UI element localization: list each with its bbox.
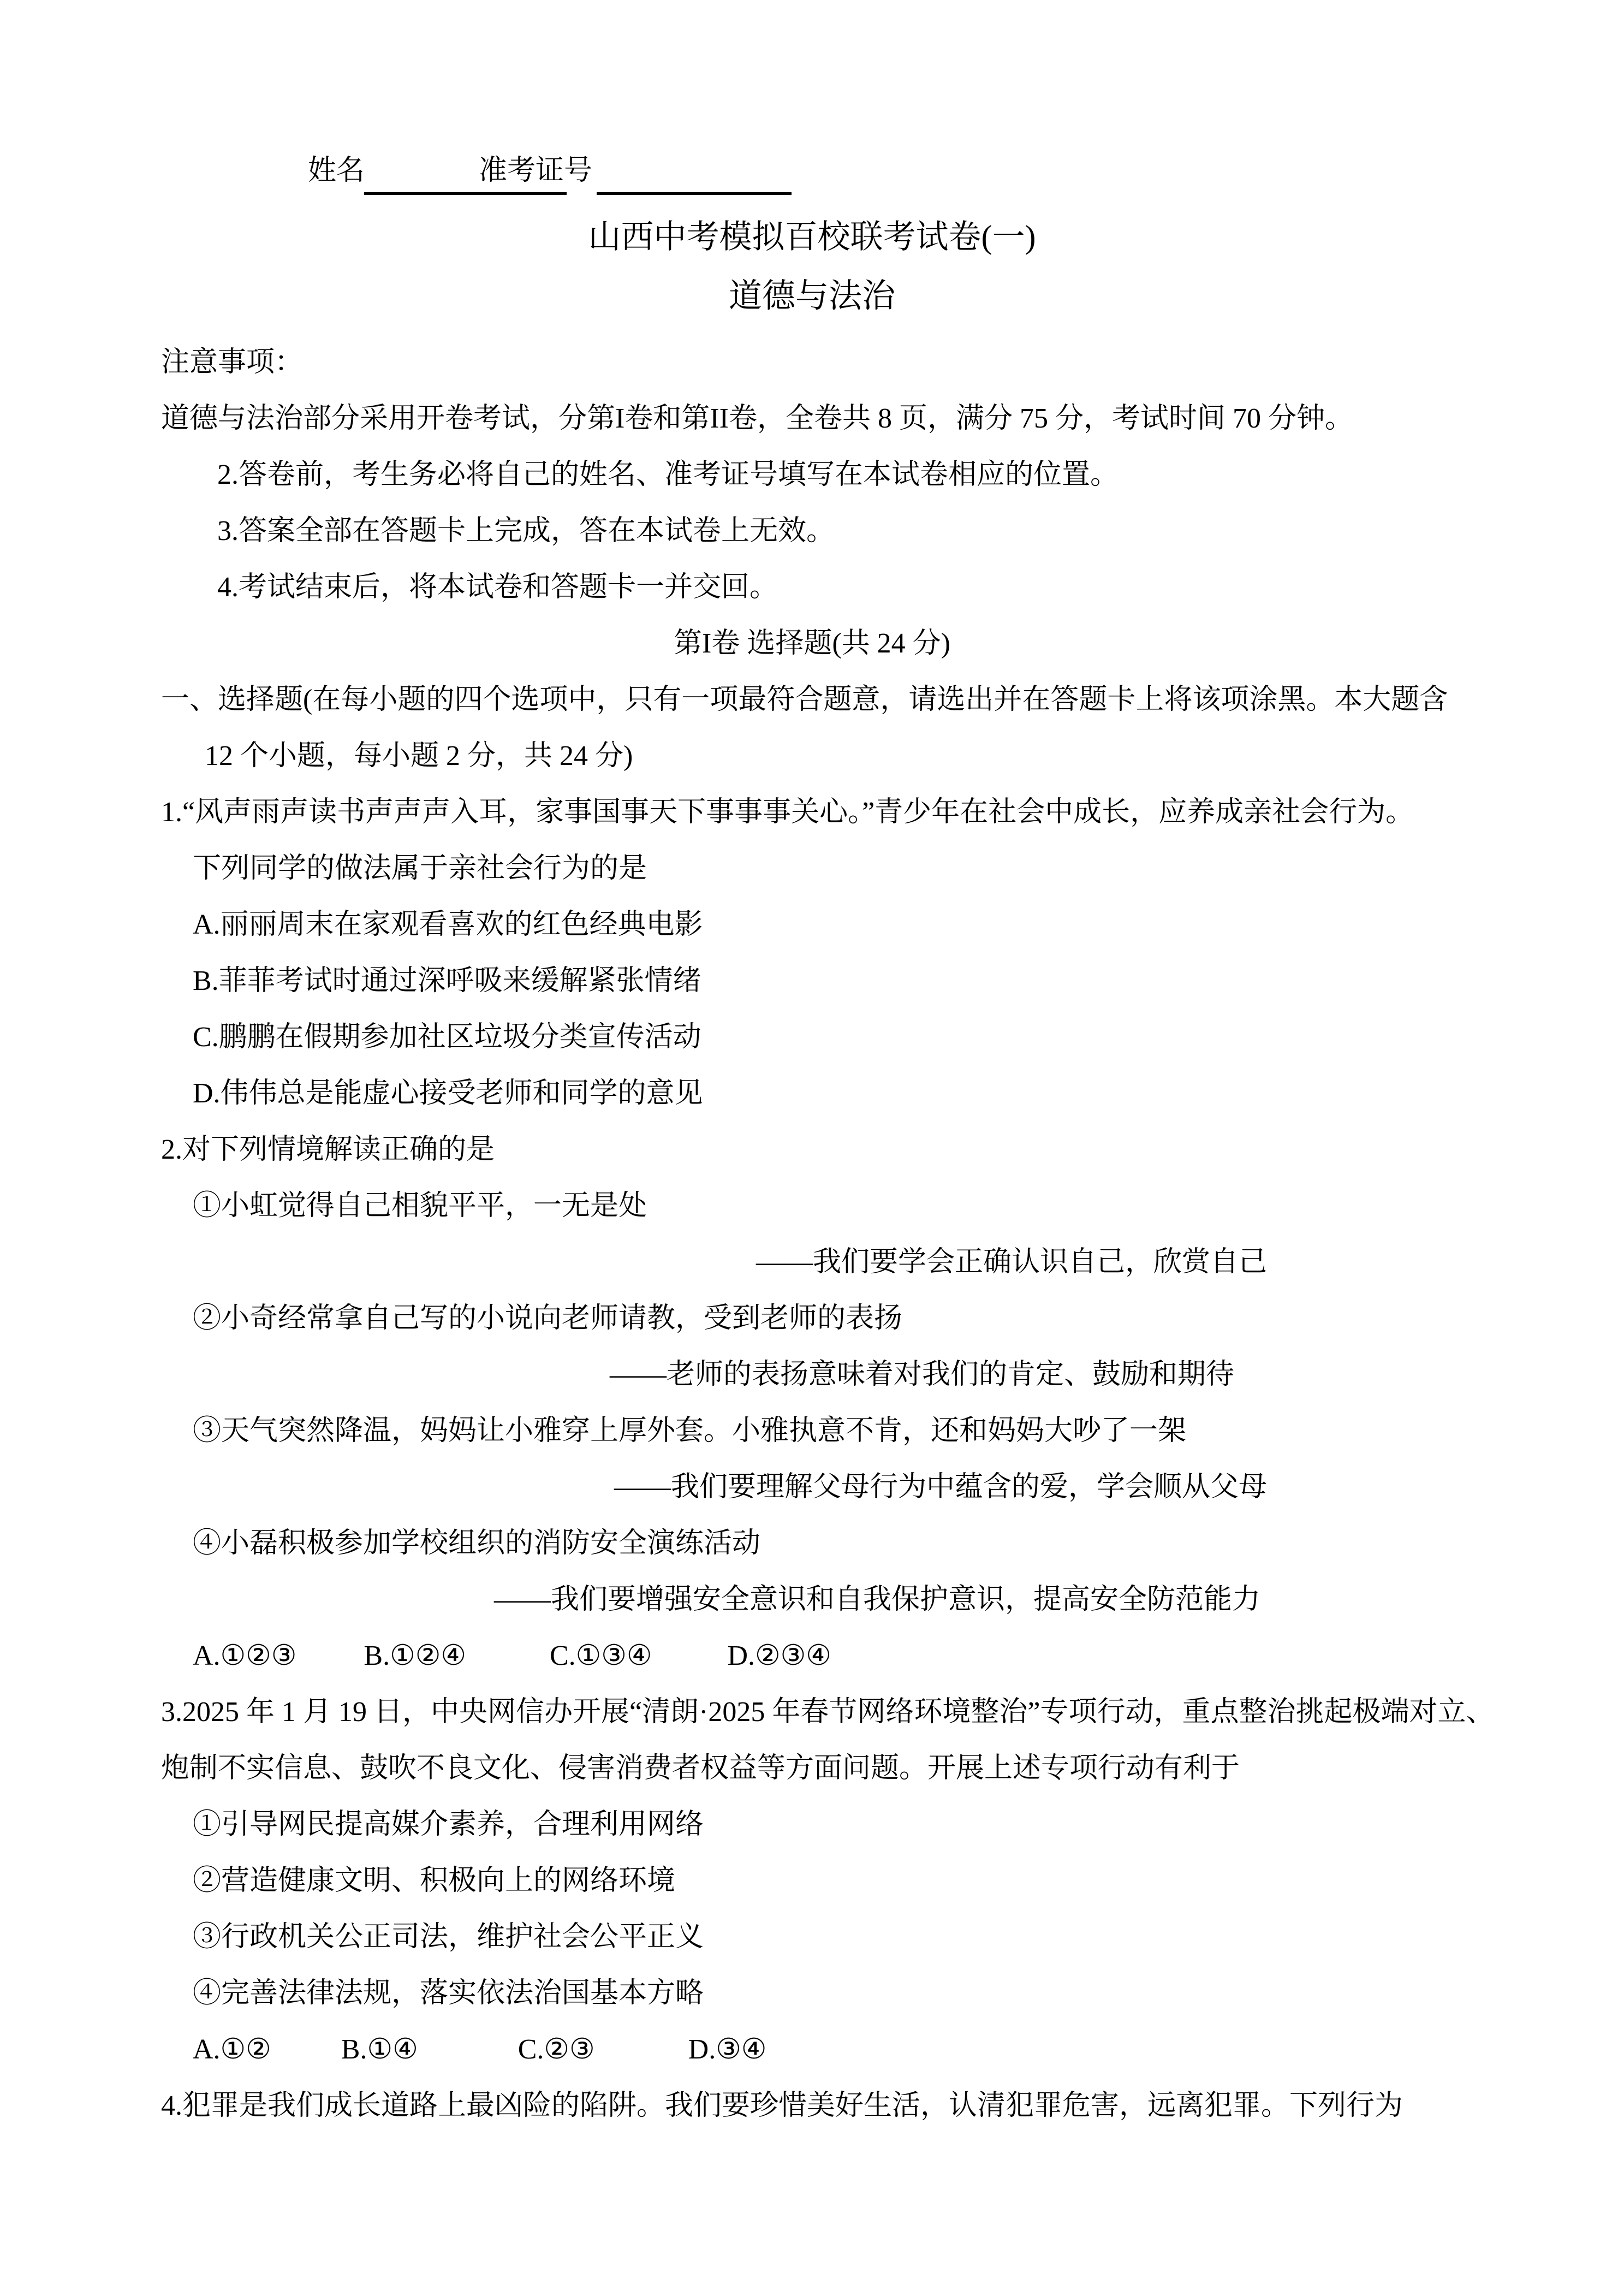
mcq-intro-line-2: 12 个小题，每小题 2 分，共 24 分) [205, 740, 633, 772]
q1-option-a: A.丽丽周末在家观看喜欢的红色经典电影 [193, 909, 703, 940]
q3-stem-line-1: 3.2025 年 1 月 19 日，中央网信办开展“清朗·2025 年春节网络环境整治”专项行动，重点整治挑起极端对立、 [161, 1696, 1495, 1728]
name-label: 姓名 [308, 155, 365, 186]
q2-item-1: ①小虹觉得自己相貌平平，一无是处 [193, 1190, 647, 1221]
paper-subtitle: 道德与法治 [728, 278, 895, 315]
q4-stem: 4.犯罪是我们成长道路上最凶险的陷阱。我们要珍惜美好生活，认清犯罪危害，远离犯罪。下列行为 [161, 2090, 1403, 2121]
mcq-intro-line-1: 一、选择题(在每小题的四个选项中，只有一项最符合题意，请选出并在答题卡上将该项涂黑。本大题含 [161, 684, 1448, 715]
q2-item-2: ②小奇经常拿自己写的小说向老师请教，受到老师的表扬 [193, 1303, 903, 1334]
q3-item-2: ②营造健康文明、积极向上的网络环境 [193, 1865, 676, 1896]
q1-option-c: C.鹏鹏在假期参加社区垃圾分类宣传活动 [193, 1022, 701, 1053]
q1-option-b: B.菲菲考试时通过深呼吸来缓解紧张情绪 [193, 965, 701, 996]
q2-comment-4: ——我们要增强安全意识和自我保护意识，提高安全防范能力 [494, 1584, 1261, 1615]
q3-item-1: ①引导网民提高媒介素养，合理利用网络 [193, 1809, 704, 1840]
q2-answer-row [0, 1628, 1624, 1684]
q1-option-d: D.伟伟总是能虚心接受老师和同学的意见 [193, 1078, 703, 1109]
notice-item-1: 道德与法治部分采用开卷考试，分第I卷和第II卷，全卷共 8 页，满分 75 分，考试时间 70 分钟。 [161, 403, 1353, 434]
q3-item-4: ④完善法律法规，落实依法治国基本方略 [193, 1978, 704, 2009]
q2-answer-a: A.①②③ [193, 1640, 297, 1671]
q2-comment-3: ——我们要理解父母行为中蕴含的爱，学会顺从父母 [614, 1472, 1268, 1503]
ticket-blank [597, 192, 792, 195]
q3-answer-d: D.③④ [688, 2034, 767, 2065]
notice-item-4: 4.考试结束后，将本试卷和答题卡一并交回。 [217, 572, 778, 603]
q3-answer-a: A.①② [193, 2034, 271, 2065]
q2-item-4: ④小磊积极参加学校组织的消防安全演练活动 [193, 1528, 761, 1559]
q1-stem-line-1: 1.“风声雨声读书声声声入耳，家事国事天下事事事关心。”青少年在社会中成长，应养成亲社会行为。 [161, 797, 1414, 828]
q3-stem-line-2: 炮制不实信息、鼓吹不良文化、侵害消费者权益等方面问题。开展上述专项行动有利于 [161, 1753, 1240, 1784]
q2-answer-d: D.②③④ [727, 1640, 831, 1671]
notice-item-3: 3.答案全部在答题卡上完成，答在本试卷上无效。 [217, 515, 835, 547]
q3-answer-row [0, 2021, 1624, 2078]
notice-item-2: 2.答卷前，考生务必将自己的姓名、准考证号填写在本试卷相应的位置。 [217, 459, 1119, 490]
q2-stem: 2.对下列情境解读正确的是 [161, 1134, 495, 1165]
notice-heading: 注意事项： [161, 347, 304, 378]
paper-body [0, 334, 1624, 2134]
q2-answer-c: C.①③④ [549, 1640, 652, 1671]
q2-comment-2: ——老师的表扬意味着对我们的肯定、鼓励和期待 [610, 1359, 1235, 1390]
q2-answer-b: B.①②④ [364, 1640, 466, 1671]
q2-item-3: ③天气突然降温，妈妈让小雅穿上厚外套。小雅执意不肯，还和妈妈大吵了一架 [193, 1415, 1187, 1446]
q3-item-3: ③行政机关公正司法，维护社会公平正义 [193, 1921, 704, 1953]
paper-title: 山西中考模拟百校联考试卷(一) [588, 219, 1036, 255]
ticket-label: 准考证号 [479, 155, 593, 186]
q3-answer-c: C.②③ [517, 2034, 595, 2065]
q2-comment-1: ——我们要学会正确认识自己，欣赏自己 [756, 1247, 1268, 1278]
q1-stem-line-2: 下列同学的做法属于亲社会行为的是 [193, 853, 647, 884]
section-heading: 第I卷 选择题(共 24 分) [674, 628, 950, 659]
name-blank [364, 192, 567, 195]
q3-answer-b: B.①④ [341, 2034, 418, 2065]
paper-header [0, 0, 1624, 334]
